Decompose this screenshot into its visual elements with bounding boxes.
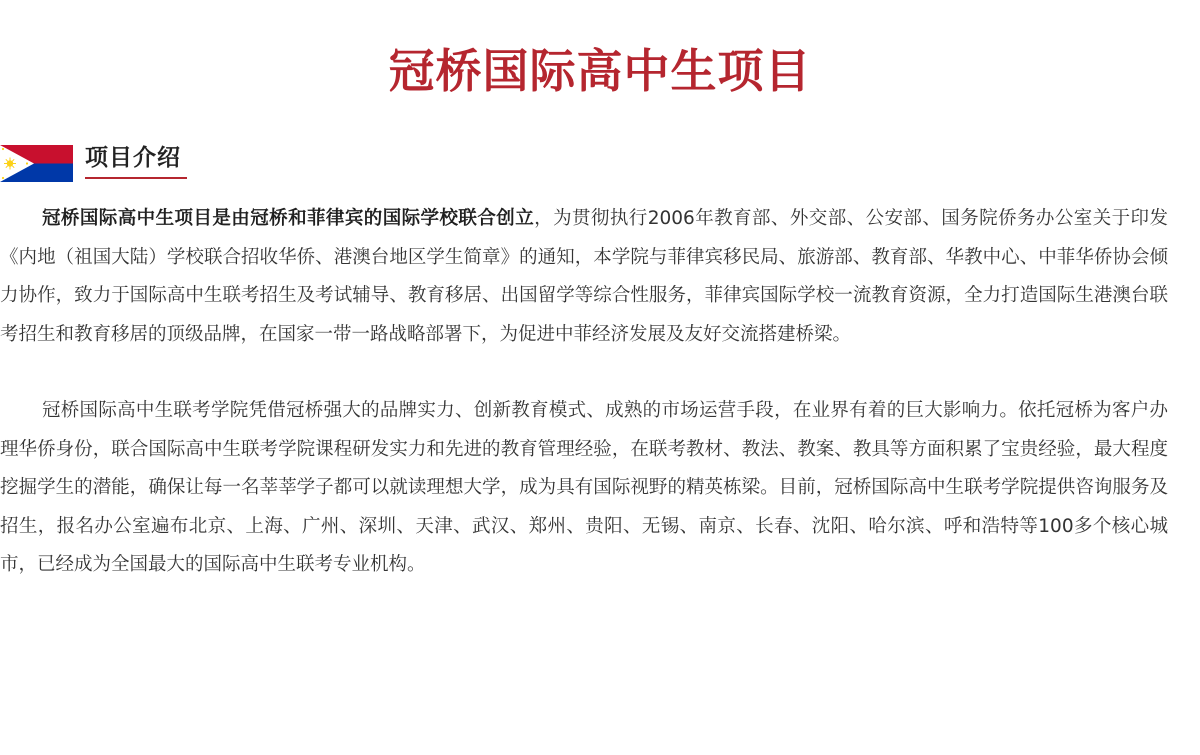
- section-title-underline: [85, 177, 187, 179]
- section-header: [0, 140, 400, 186]
- intro-paragraph-1-body: ，为贯彻执行2006年教育部、外交部、公安部、国务院侨务办公室关于印发《内地（祖国大陆）学校联合招收华侨、港澳台地区学生简章》的通知，本学院与菲律宾移民局、旅游部、教育部、华教中心、中菲华侨协会倾力协作，致力于国际高中生联考招生及考试辅导、教育移居、出国留学等综合性服务，菲律宾国际学校一流教育资源，全力打造国际生港澳台联考招生和教育移居的顶级品牌，在国家一带一路战略部署下，为促进中菲经济发展及友好交流搭建桥梁。: [0, 208, 1168, 345]
- page-title: 冠桥国际高中生项目: [388, 44, 812, 98]
- intro-paragraph-1-lead: 冠桥国际高中生项目是由冠桥和菲律宾的国际学校联合创立: [42, 208, 535, 229]
- intro-paragraph-2: 冠桥国际高中生联考学院凭借冠桥强大的品牌实力、创新教育模式、成熟的市场运营手段，在业界有着的巨大影响力。依托冠桥为客户办理华侨身份，联合国际高中生联考学院课程研发实力和先进的教育管理经验，在联考教材、教法、教案、教具等方面积累了宝贵经验，最大程度挖掘学生的潜能，确保让每一名莘莘学子都可以就读理想大学，成为具有国际视野的精英栋梁。目前，冠桥国际高中生联考学院提供咨询服务及招生，报名办公室遍布北京、上海、广州、深圳、天津、武汉、郑州、贵阳、无锡、南京、长春、沈阳、哈尔滨、呼和浩特等100多个核心城市，已经成为全国最大的国际高中生联考专业机构。: [0, 400, 1168, 575]
- intro-content: [0, 200, 1168, 585]
- philippines-flag-icon: [0, 145, 73, 182]
- intro-paragraph-1: [0, 200, 1168, 354]
- section-title: 项目介绍: [85, 145, 181, 171]
